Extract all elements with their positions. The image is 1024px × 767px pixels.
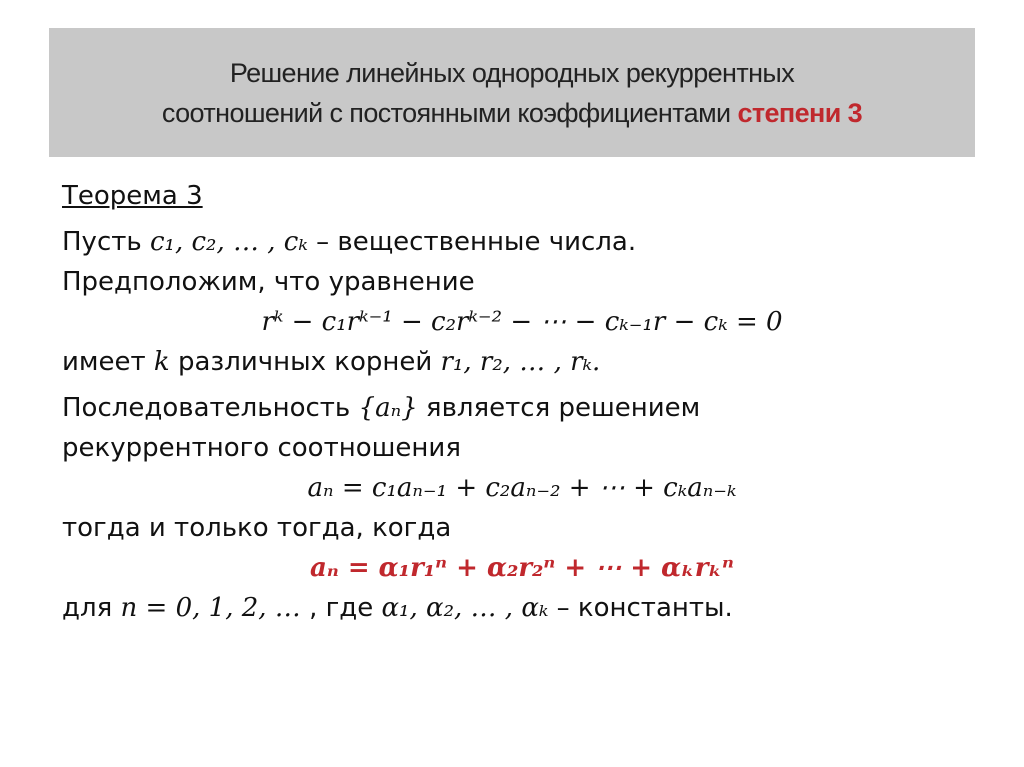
- recurrence-relation: [62, 468, 982, 508]
- math-coeffs: c₁, c₂, … , cₖ: [149, 227, 308, 257]
- title-line-2: [162, 93, 862, 133]
- math-alphas: α₁, α₂, … , αₖ: [381, 593, 549, 623]
- math-recurrence: aₙ = c₁aₙ₋₁ + c₂aₙ₋₂ + ⋯ + cₖaₙ₋ₖ: [307, 473, 737, 503]
- title-line-1: Решение линейных однородных рекуррентных: [229, 57, 795, 88]
- text-for: для: [62, 593, 113, 623]
- math-n-range: n = 0, 1, 2, …: [120, 593, 310, 623]
- text-has: имеет: [62, 347, 146, 377]
- line-coeffs: [62, 222, 982, 262]
- line-constants: [62, 588, 982, 628]
- title-accent: степени 3: [737, 97, 863, 128]
- line-iff: тогда и только тогда, когда: [62, 513, 452, 543]
- math-roots: r₁, r₂, … , rₖ.: [440, 347, 601, 377]
- text-let: Пусть: [62, 227, 142, 257]
- line-sequence: [62, 388, 982, 428]
- line-suppose: Предположим, что уравнение: [62, 267, 475, 297]
- math-solution: aₙ = α₁r₁ⁿ + α₂r₂ⁿ + ⋯ + αₖrₖⁿ: [310, 553, 734, 583]
- text-constants: – константы.: [556, 593, 733, 623]
- text-distinct-roots: различных корней: [177, 347, 433, 377]
- math-seq: {aₙ}: [358, 393, 418, 423]
- slide-title: [49, 28, 975, 157]
- characteristic-equation: [62, 302, 982, 342]
- math-char-eq: rᵏ − c₁rᵏ⁻¹ − c₂rᵏ⁻² − ⋯ − cₖ₋₁r − cₖ = 0: [261, 307, 783, 337]
- theorem-body: [62, 176, 982, 628]
- theorem-heading: Теорема 3: [62, 181, 203, 211]
- line-roots: [62, 342, 982, 382]
- line-of-relation: рекуррентного соотношения: [62, 433, 461, 463]
- title-line-2-text: соотношений с постоянными коэффициентами: [161, 97, 731, 128]
- text-is-solution: является решением: [425, 393, 701, 423]
- text-where: , где: [309, 593, 374, 623]
- text-sequence: Последовательность: [62, 393, 351, 423]
- text-real-numbers: – вещественные числа.: [316, 227, 637, 257]
- solution-formula: [62, 548, 982, 588]
- math-k: k: [153, 347, 170, 377]
